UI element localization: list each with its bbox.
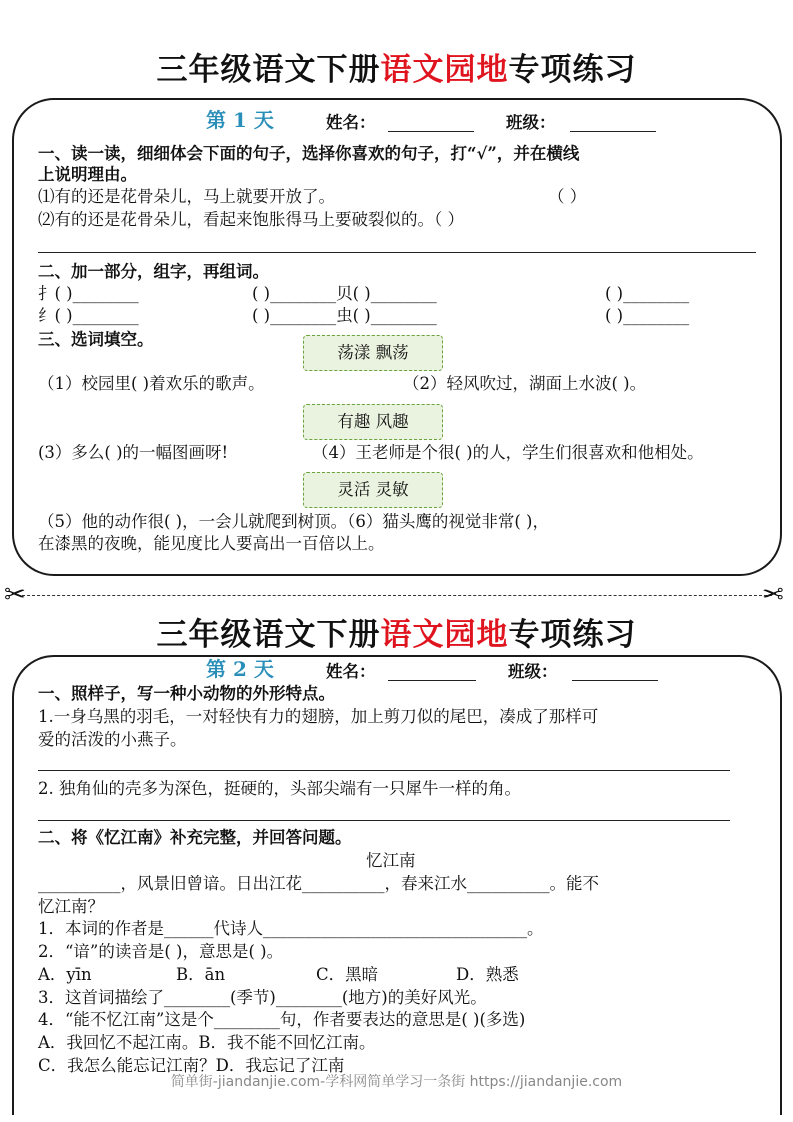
q1-answer-line[interactable] [38, 252, 756, 253]
q1-heading-cont: 上说明理由。 [38, 165, 137, 184]
day2-label: 第 2 天 [206, 657, 274, 681]
name-label: 姓名： [326, 113, 376, 132]
q3-sentence3: (3）多么( )的一幅图画呀! [38, 443, 229, 462]
day2-name-blank[interactable] [388, 680, 476, 681]
option-b: B．ān [176, 965, 226, 984]
q3-sentence1: （1）校园里( )着欢乐的歌声。 [38, 374, 265, 393]
cut-line [22, 595, 772, 596]
q2-heading: 二、加一部分，组字，再组词。 [38, 262, 269, 281]
option-c: C．黑暗 [316, 965, 379, 984]
day2-q1-heading: 一、照样子，写一种小动物的外形特点。 [38, 684, 335, 703]
title-part3: 专项练习 [508, 52, 637, 88]
title2-part1: 三年级语文下册 [156, 617, 381, 653]
q2-row1-b[interactable]: ( )________贝( )________ [252, 284, 437, 303]
q2-row1-c[interactable]: ( )________ [605, 284, 690, 303]
class-blank[interactable] [570, 131, 656, 132]
q3-sentence6: 在漆黑的夜晚，能见度比人要高出一百倍以上。 [38, 534, 385, 553]
q3-sentence4: （4）王老师是个很( )的人，学生们很喜欢和他相处。 [312, 443, 704, 462]
poem-line2: 忆江南？ [38, 897, 104, 916]
q3-heading: 三、选词填空。 [38, 330, 154, 349]
title-part1: 三年级语文下册 [156, 52, 381, 88]
q1-item1-checkbox[interactable]: （ ） [548, 187, 587, 206]
option-a: A．yīn [38, 965, 92, 984]
word-box-3: 灵活 灵敏 [303, 472, 443, 508]
page-title-1 [0, 44, 793, 89]
option-d: D．熟悉 [456, 965, 519, 984]
title2-part3: 专项练习 [508, 617, 637, 653]
page-title-2 [0, 609, 793, 654]
q2-row2-b[interactable]: ( )________虫( )________ [252, 306, 437, 325]
question-1[interactable]: 1．本词的作者是______代诗人________________________________。 [38, 919, 544, 938]
question-2[interactable]: 2．“谙”的读音是( )，意思是( )。 [38, 942, 284, 961]
q1-item2: ⑵有的还是花骨朵儿，看起来饱胀得马上要破裂似的。（ ） [38, 210, 464, 229]
day2-q1-example-line1: 1.一身乌黑的羽毛，一对轻快有力的翅膀，加上剪刀似的尾巴，凑成了那样可 [38, 707, 599, 726]
question-4-options-cd: C．我怎么能忘记江南？D．我忘记了江南 [38, 1056, 345, 1075]
day2-q1-example-line2: 爱的活泼的小燕子。 [38, 730, 187, 749]
q1-item1: ⑴有的还是花骨朵儿，马上就要开放了。 [38, 187, 335, 206]
title2-part2-highlight: 语文园地 [380, 617, 509, 653]
poem-line1[interactable]: __________，风景旧曾谙。日出江花__________，春来江水__________。能不 [38, 874, 599, 893]
day2-name-label: 姓名： [326, 662, 376, 681]
question-4[interactable]: 4．“能不忆江南”这是个________句，作者要表达的意思是( )(多选) [38, 1010, 526, 1029]
scissors-icon-right: ✂ [762, 580, 784, 610]
q2-row2-c[interactable]: ( )________ [605, 306, 690, 325]
q2-row1-a[interactable]: 扌( )________ [38, 284, 139, 303]
day2-q1-example2: 2. 独角仙的壳多为深色，挺硬的，头部尖端有一只犀牛一样的角。 [38, 779, 521, 798]
poem-title: 忆江南 [366, 851, 416, 870]
word-box-1: 荡漾 飘荡 [303, 335, 443, 371]
q1-heading: 一、读一读，细细体会下面的句子，选择你喜欢的句子，打“√”，并在横线 [38, 144, 580, 163]
day2-q2-heading: 二、将《忆江南》补充完整，并回答问题。 [38, 828, 352, 847]
word-box-2: 有趣 风趣 [303, 404, 443, 440]
name-blank[interactable] [388, 131, 474, 132]
q3-sentence2: （2）轻风吹过，湖面上水波( )。 [403, 374, 647, 393]
q2-row2-a[interactable]: 纟( )________ [38, 306, 139, 325]
title-part2-highlight: 语文园地 [380, 52, 509, 88]
day-label: 第 1 天 [206, 108, 274, 132]
question-3[interactable]: 3．这首词描绘了________(季节)________(地方)的美好风光。 [38, 988, 487, 1007]
q3-sentence5: （5）他的动作很( )，一会儿就爬到树顶。（6）猫头鹰的视觉非常( )， [38, 512, 549, 531]
question-4-options-ab: A．我回忆不起江南。B．我不能不回忆江南。 [38, 1033, 376, 1052]
day2-class-label: 班级： [508, 662, 558, 681]
class-label: 班级： [506, 113, 556, 132]
footer-watermark: 简单街-jiandanjie.com-学科网简单学习一条街 https://jiandanjie.com [170, 1074, 623, 1090]
day2-class-blank[interactable] [572, 680, 658, 681]
day2-q1-answer-line2[interactable] [38, 820, 730, 821]
scissors-icon-left: ✂ [4, 580, 26, 610]
day2-q1-answer-line1[interactable] [38, 770, 730, 771]
